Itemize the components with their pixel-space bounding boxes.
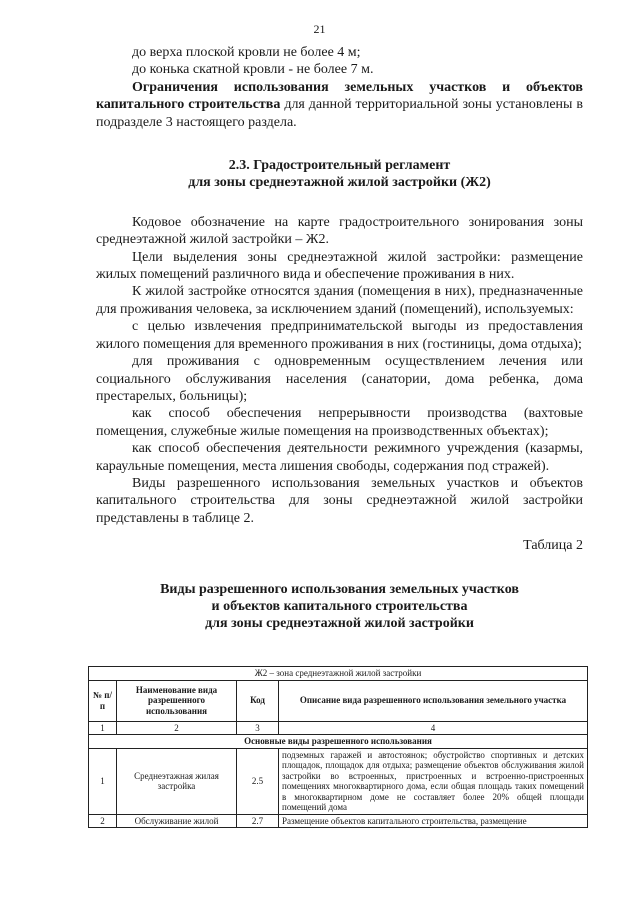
- row-name: Среднеэтажная жилая застройка: [117, 748, 237, 814]
- section-heading-line2: для зоны среднеэтажной жилой застройки (Ж2): [188, 175, 491, 191]
- paragraph-production: как способ обеспечения непрерывности производства (вахтовые помещения, служебные жилые помещения на производственных объектах);: [96, 406, 583, 439]
- header-num: № п/п: [89, 680, 117, 721]
- col-number-1: 1: [89, 721, 117, 735]
- section-header: Основные виды разрешенного использования: [89, 735, 588, 749]
- row-name: Обслуживание жилой: [117, 814, 237, 828]
- header-name: Наименование вида разрешенного использования: [117, 680, 237, 721]
- regulations-table: [88, 666, 588, 828]
- paragraph-code: Кодовое обозначение на карте градостроительного зонирования зоны среднеэтажной жилой застройки – Ж2.: [96, 214, 583, 248]
- col-number-4: 4: [279, 721, 588, 735]
- table-label: Таблица 2: [523, 538, 583, 554]
- restrictions-rest: для данной территориальной зоны установлены в подразделе 3 настоящего раздела.: [96, 97, 584, 130]
- header-description: Описание вида разрешенного использования земельного участка: [279, 680, 588, 721]
- header-code: Код: [237, 680, 279, 721]
- height-limit-flat: до верха плоской кровли не более 4 м;: [132, 45, 361, 60]
- row-num: 2: [89, 814, 117, 828]
- col-number-3: 3: [237, 721, 279, 735]
- row-num: 1: [89, 748, 117, 814]
- table-title-line3: для зоны среднеэтажной жилой застройки: [205, 616, 474, 632]
- paragraph-regime: как способ обеспечения деятельности режимного учреждения (казармы, караульные помещения, места лишения свободы, содержания под стражей).: [96, 441, 583, 474]
- row-description: подземных гаражей и автостоянок; обустройство спортивных и детских площадок, площадок для отдыха; размещение объектов обслуживания жилой застройки во встроенных, пристроенных и встроенно-пристроенных помещениях многоквартирного дома, если общая площадь таких помещений в многоквартирном доме не составляет более 20% общей площади помещений дома: [279, 748, 588, 814]
- table-row: [89, 748, 588, 814]
- paragraph-buildings: К жилой застройке относятся здания (помещения в них), предназначенные для проживания человека, за исключением зданий (помещений), используемых:: [96, 284, 583, 317]
- row-code: 2.7: [237, 814, 279, 828]
- paragraph-types: Виды разрешенного использования земельных участков и объектов капитального строительства для зоны среднеэтажной жилой застройки представлены в таблице 2.: [96, 475, 583, 526]
- section-header-row: [89, 735, 588, 749]
- row-description: Размещение объектов капитального строительства, размещение: [279, 814, 588, 828]
- paragraph-goals: Цели выделения зоны среднеэтажной жилой застройки: размещение жилых помещений различного вида и обеспечение проживания в них.: [96, 249, 583, 283]
- table-title-line2: и объектов капитального строительства: [211, 598, 468, 614]
- page-number: 21: [313, 22, 326, 36]
- column-number-row: [89, 721, 588, 735]
- section-heading-line1: 2.3. Градостроительный регламент: [228, 158, 451, 174]
- restrictions-bold: Ограничения использования земельных участков и объектов капитального строительства: [96, 79, 583, 113]
- column-header-row: [89, 680, 588, 721]
- paragraph-treatment: для проживания с одновременным осуществлением лечения или социального обслуживания населения (санатории, дома ребенка, дома престарелых, больницы);: [96, 354, 583, 404]
- height-limit-pitched: до конька скатной кровли - не более 7 м.: [132, 62, 374, 78]
- restrictions-paragraph: [96, 79, 583, 131]
- row-code: 2.5: [237, 748, 279, 814]
- table-title-line1: Виды разрешенного использования земельных участков: [160, 581, 519, 597]
- table-row: [89, 814, 588, 828]
- paragraph-profit: с целью извлечения предпринимательской выгоды из предоставления жилого помещения для временного проживания в них (гостиницы, дома отдыха);: [96, 319, 583, 352]
- col-number-2: 2: [117, 721, 237, 735]
- zone-header: Ж2 – зона среднеэтажной жилой застройки: [89, 667, 588, 681]
- page-content: [96, 44, 583, 633]
- zone-header-row: [89, 667, 588, 681]
